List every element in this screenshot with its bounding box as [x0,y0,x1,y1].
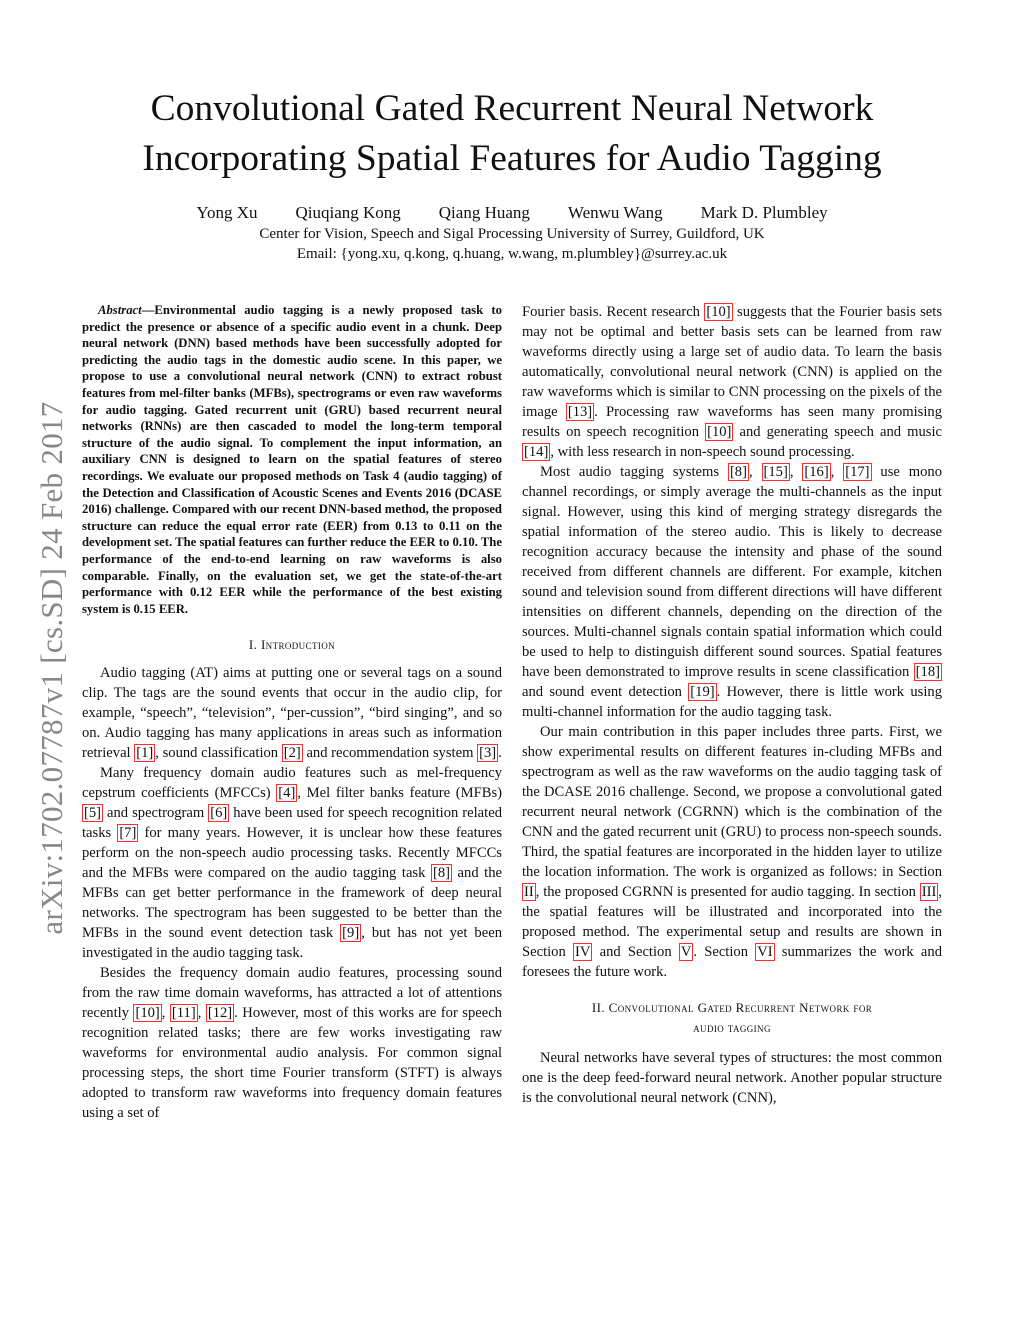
left-column [82,302,502,1123]
author: Qiang Huang [438,203,530,222]
citation-link[interactable]: [9] [342,925,360,942]
citation-link[interactable]: [16] [804,464,829,480]
intro-paragraph-2: Many frequency domain audio features such as mel-frequency cepstrum coefficients (MFCCs) [4] , Mel filter banks feature (MFBs) [5] and spectrogram [6] have been used for speech recognition related tasks [7] for many years. However, it is unclear how these features perform on the non-speech audio processing tasks. Recently MFCCs and the MFBs were compared on the audio tagging task [8] and the MFBs can get better performance in the framework of deep neural networks. The spectrogram has been suggested to be better than the MFBs in the sound event detection task [9] , but has not yet been investigated in the audio tagging task. [82,765,503,962]
citation-link[interactable]: [3] [479,745,497,762]
author: Qiuqiang Kong [295,203,401,222]
citation-link[interactable]: [17] [845,464,870,480]
citation-link[interactable]: [1] [136,745,154,762]
author-list [100,203,924,223]
section-link[interactable]: IV [574,944,591,960]
citation-link[interactable]: [5] [84,805,102,822]
citation-link[interactable]: [19] [690,684,715,700]
section-link[interactable]: VI [757,944,773,960]
citation-link[interactable]: [6] [210,805,228,822]
right-paragraph-3: Our main contribution in this paper includes three parts. First, we show experimental results on different features in-cluding MFBs and spectrogram as well as the raw waveforms on the audio tagging task of the DCASE 2016 challenge. Second, we propose a convolutional gated recurrent neural network (CGRNN) which is the combination of the CNN and the gated recurrent unit (GRU) to process non-speech sounds. Third, the spatial features are incorporated in the hidden layer to utilize the location information. The work is organized as follows: in Section II , the proposed CGRNN is presented for audio tagging. In section III , the spatial features will be illustrated and incorporated into the proposed method. The experimental setup and results are shown in Section IV and Section V . Section VI summarizes the work and foresees the future work. [522,724,942,980]
section-link[interactable]: II [524,884,534,900]
author: Yong Xu [196,203,258,222]
section-heading-introduction: I. Introduction [248,637,336,653]
right-paragraph-4: Neural networks have several types of structures: the most common one is the deep feed-forward neural network. Another popular structure is the convolutional neural network (CNN), [522,1050,942,1106]
citation-link[interactable]: [10] [707,424,732,440]
arxiv-identifier: arXiv:1702.07787v1 [cs.SD] 24 Feb 2017 [34,401,69,935]
author: Wenwu Wang [567,203,663,222]
abstract [82,302,502,617]
citation-link[interactable]: [8] [432,865,450,882]
author: Mark D. Plumbley [700,203,828,222]
abstract-label: Abstract [98,303,142,317]
citation-link[interactable]: [18] [915,664,940,680]
citation-link[interactable]: [14] [524,444,549,460]
citation-link[interactable]: [2] [283,745,301,762]
title-line-1: Convolutional Gated Recurrent Neural Network [150,88,874,129]
section-heading-line: audio tagging [693,1020,771,1035]
title-line-2: Incorporating Spatial Features for Audio Tagging [142,138,882,179]
citation-link[interactable]: [8] [729,464,747,480]
citation-link[interactable]: [7] [119,825,137,842]
section-link[interactable]: V [680,944,692,960]
intro-paragraph-1: Audio tagging (AT) aims at putting one or several tags on a sound clip. The tags are the sound events that occur in the audio clip, for example, “speech”, “television”, “per-cussion”, “bird singing”, and so on. Audio tagging has many applications in areas such as information retrieval [1] , sound classification [2] and recommendation system [3] . [82,665,502,762]
citation-link[interactable]: [10] [135,1005,160,1022]
citation-link[interactable]: [10] [706,304,731,320]
right-paragraph-2: Most audio tagging systems [8] , [15] , [16] , [17] use mono channel recordings, or simply average the multi-channels as the input signal. However, using this kind of merging strategy disregards the spatial information of the stereo audio. This is likely to decrease recognition accuracy because the intensity and phase of the sound received from different channels are different. For example, kitchen sound and television sound from different directions will have different intensities on different channels, depending on the direction of the sources. Multi-channel signals contain spatial information which could be used to help to distinguish different sound sources. Spatial features have been demonstrated to improve results in scene classification [18] and sound event detection [19] . However, there is little work using multi-channel information for the audio tagging task. [522,464,942,720]
paper-title [90,84,934,184]
intro-paragraph-3: Besides the frequency domain audio features, processing sound from the raw time domain waveforms, has attracted a lot of attentions recently [10] , [11] , [12] . However, most of this works are for speech recognition related tasks; there are few works investigating raw waveforms for environmental audio analysis. For common signal processing steps, the short time Fourier transform (STFT) is always adopted to transform raw waveforms into frequency domain features using a set of [82,965,502,1122]
citation-link[interactable]: [13] [567,404,593,420]
citation-link[interactable]: [15] [763,464,788,480]
citation-link[interactable]: [4] [278,785,296,802]
section-link[interactable]: III [921,884,937,900]
section-heading-cgrnn [522,998,942,1038]
citation-link[interactable]: [12] [207,1005,233,1022]
right-paragraph-1: Fourier basis. Recent research [10] suggests that the Fourier basis sets may not be optimal and better basis sets can be learned from raw waveforms directly using a large set of audio data. To learn the basis automatically, convolutional neural network (CNN) is applied on the raw waveforms which is similar to CNN processing on the pixels of the image [13] . Processing raw waveforms has seen many promising results on speech recognition [10] and generating speech and music [14] , with less research in non-speech sound processing. [522,304,943,460]
section-heading-line: II. Convolutional Gated Recurrent Network for [591,1000,873,1015]
affiliation: Center for Vision, Speech and Sigal Processing University of Surrey, Guildford, UK [259,226,765,242]
right-column [522,302,942,1108]
abstract-text: —Environmental audio tagging is a newly proposed task to predict the presence or absence of a specific audio event in a chunk. Deep neural network (DNN) based methods have been successfully adopted for predicting the audio tags in the domestic audio scene. In this paper, we propose to use a convolutional neural network (CNN) to extract robust features from mel-filter banks (MFBs), spectrograms or even raw waveforms for audio tagging. Gated recurrent unit (GRU) based recurrent neural networks (RNNs) are then cascaded to model the long-term temporal structure of the audio signal. To complement the input information, an auxiliary CNN is designed to learn on the spatial features of stereo recordings. We evaluate our proposed methods on Task 4 (audio tagging) of the Detection and Classification of Acoustic Scenes and Events 2016 (DCASE 2016) challenge. Compared with our recent DNN-based method, the proposed structure can reduce the equal error rate (EER) from 0.13 to 0.11 on the development set. The spatial features can further reduce the EER to 0.10. The performance of the end-to-end learning on raw waveforms is also comparable. Finally, on the evaluation set, we get the state-of-the-art performance with 0.12 EER while the performance of the best existing system is 0.15 EER. [82,303,502,616]
email-line: Email: {yong.xu, q.kong, q.huang, w.wang, m.plumbley}@surrey.ac.uk [296,246,728,262]
citation-link[interactable]: [11] [171,1005,196,1022]
